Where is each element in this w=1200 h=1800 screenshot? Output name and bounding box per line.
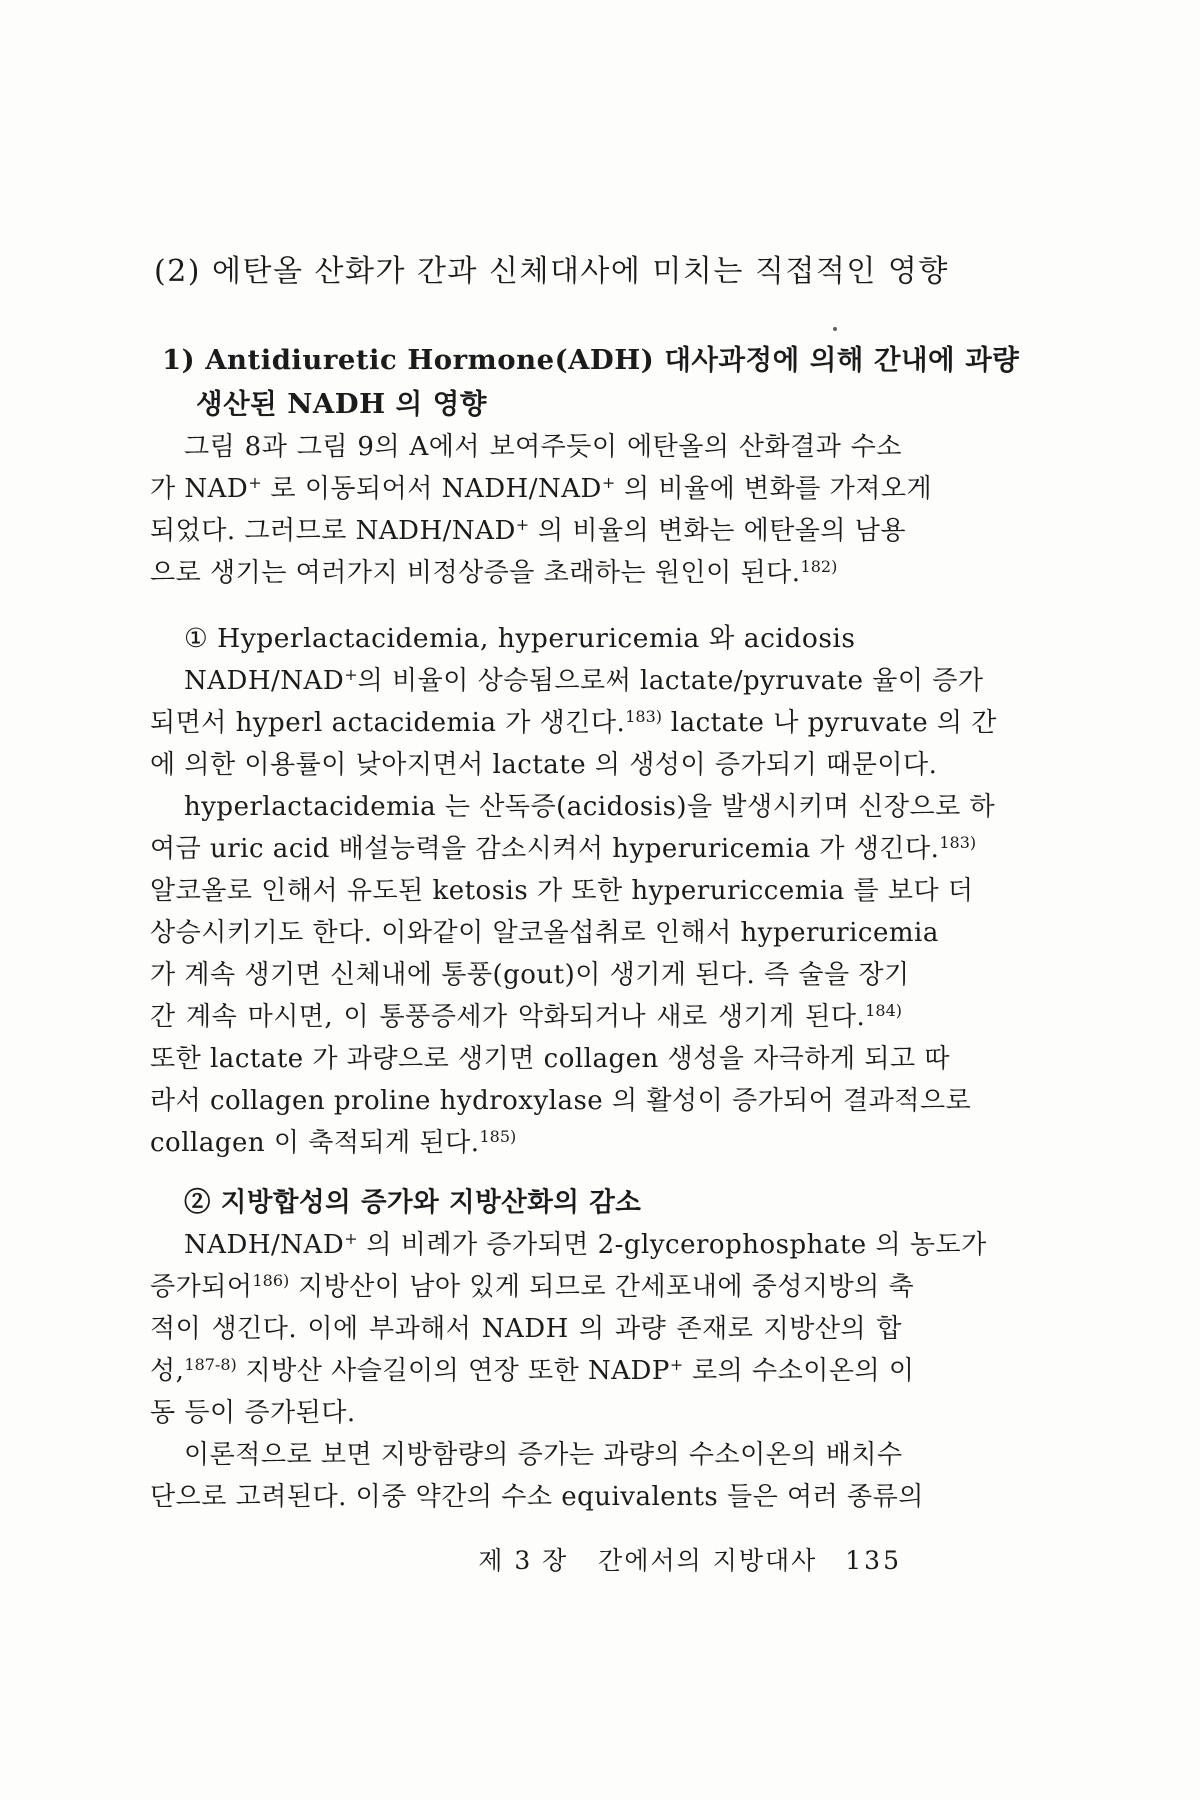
text-line: NADH/NAD+의 비율이 상승됨으로써 lactate/pyruvate 율이 증가 bbox=[184, 665, 984, 696]
text-line: 그림 8과 그림 9의 A에서 보여주듯이 에탄올의 산화결과 수소 bbox=[184, 432, 902, 462]
reference-superscript: 183) bbox=[939, 833, 977, 852]
reference-superscript: 184) bbox=[865, 1001, 902, 1020]
text-line: hyperlactacidemia 는 산독증(acidosis)을 발생시키며 신장으로 하 bbox=[184, 792, 996, 822]
text-line: 되면서 hyperl actacidemia 가 생긴다.$^{183)}$ lactate 나 pyruvate 의 간 bbox=[150, 707, 997, 738]
text-line: NADH/NAD+ 의 비례가 증가되면 2-glycerophosphate 의 농도가 bbox=[184, 1229, 987, 1260]
reference-superscript: + bbox=[344, 1229, 358, 1248]
text-line: 적이 생긴다. 이에 부과해서 NADH 의 과량 존재로 지방산의 합 bbox=[150, 1314, 902, 1344]
reference-superscript: + bbox=[248, 473, 262, 492]
reference-superscript: 182) bbox=[800, 557, 838, 576]
text-line: 상승시키기도 한다. 이와같이 알코올섭취로 인해서 hyperuricemia bbox=[150, 918, 939, 948]
text-line: 단으로 고려된다. 이중 약간의 수소 equivalents 들은 여러 종류의 bbox=[150, 1482, 924, 1512]
reference-superscript: 187-8) bbox=[184, 1355, 237, 1374]
paragraph bbox=[150, 660, 997, 786]
text-line: 동 등이 증가된다. bbox=[150, 1398, 356, 1428]
text-line: 이론적으로 보면 지방함량의 증가는 과량의 수소이온의 배치수 bbox=[184, 1440, 903, 1470]
reference-superscript: 185) bbox=[479, 1127, 517, 1146]
text-line: 여금 uric acid 배설능력을 감소시켜서 hyperuricemia 가 생긴다.$^{183)}$ bbox=[150, 833, 977, 864]
reference-superscript: 186) bbox=[252, 1271, 290, 1290]
section-heading-line: 1) Antidiuretic Hormone(ADH) 대사과정에 의해 간내에 과량 bbox=[162, 344, 1020, 376]
paragraph bbox=[150, 1434, 924, 1518]
text-line: 알코올로 인해서 유도된 ketosis 가 또한 hyperuriccemia 를 보다 더 bbox=[150, 876, 974, 906]
text-line: 에 의한 이용률이 낮아지면서 lactate 의 생성이 증가되기 때문이다. bbox=[150, 750, 938, 780]
page-footer bbox=[150, 1544, 902, 1578]
reference-superscript: + bbox=[601, 473, 616, 492]
text-line: 가 NAD+ 로 이동되어서 NADH/NAD+ 의 비율에 변화를 가져오게 bbox=[150, 473, 933, 504]
subsection-heading-1: ① Hyperlactacidemia, hyperuricemia 와 acidosis bbox=[184, 623, 856, 654]
text-line: collagen 이 축적되게 된다.$^{185)}$ bbox=[150, 1127, 517, 1158]
footer-chapter-title: 제 3 장 간에서의 지방대사 bbox=[478, 1546, 818, 1575]
paragraph-intro bbox=[150, 426, 933, 594]
section-heading bbox=[150, 338, 1020, 426]
text-line: 간 계속 마시면, 이 통풍증세가 악화되거나 새로 생기게 된다.$^{184)}$ bbox=[150, 1001, 902, 1032]
text-line: 성,$^{187-8)}$ 지방산 사슬길이의 연장 또한 NADP+ 로의 수소이온의 이 bbox=[150, 1355, 915, 1386]
text-line: 증가되어$^{186)}$ 지방산이 남아 있게 되므로 간세포내에 중성지방의 축 bbox=[150, 1271, 915, 1302]
text-line: 으로 생기는 여러가지 비정상증을 초래하는 원인이 된다.$^{182)}$ bbox=[150, 557, 838, 588]
reference-superscript: + bbox=[515, 515, 530, 534]
text-line: 가 계속 생기면 신체내에 통풍(gout)이 생기게 된다. 즉 술을 장기 bbox=[150, 960, 910, 990]
text-line: 또한 lactate 가 과량으로 생기면 collagen 생성을 자극하게 되고 따 bbox=[150, 1044, 950, 1074]
reference-superscript: + bbox=[344, 665, 358, 684]
page-content bbox=[150, 252, 1020, 1578]
paragraph bbox=[150, 786, 996, 1164]
page-title: (2) 에탄올 산화가 간과 신체대사에 미치는 직접적인 영향 bbox=[154, 254, 949, 289]
subsection-heading-2: ② 지방합성의 증가와 지방산화의 감소 bbox=[184, 1187, 642, 1218]
reference-superscript: + bbox=[669, 1355, 684, 1374]
text-line: 라서 collagen proline hydroxylase 의 활성이 증가되어 결과적으로 bbox=[150, 1086, 972, 1116]
reference-superscript: 183) bbox=[625, 707, 663, 726]
paragraph bbox=[150, 1224, 987, 1434]
text-line: 되었다. 그러므로 NADH/NAD+ 의 비율의 변화는 에탄올의 남용 bbox=[150, 515, 907, 546]
section-heading-line: 생산된 NADH 의 영향 bbox=[196, 388, 487, 420]
footer-page-number: 135 bbox=[845, 1546, 902, 1575]
